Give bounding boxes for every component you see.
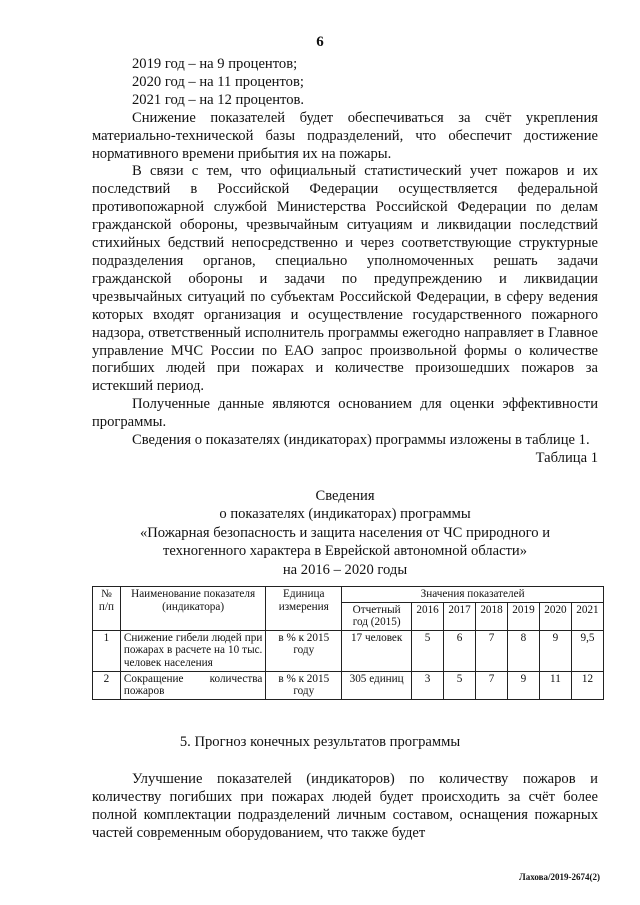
cell-name: Снижение гибели людей при пожарах в расчете на 10 тыс. человек населения: [120, 630, 265, 671]
header-name: Наименование показателя (индикатора): [120, 587, 265, 631]
header-unit: Единица измерения: [266, 587, 342, 631]
header-year: 2019: [507, 602, 539, 630]
cell-value: 12: [571, 671, 603, 699]
header-num: № п/п: [93, 587, 121, 631]
header-values-group: Значения показателей: [342, 587, 604, 603]
table-title: [92, 487, 598, 580]
list-item: 2020 год – на 11 процентов;: [132, 73, 304, 90]
table-title-line: Сведения: [315, 487, 375, 504]
cell-value: 9: [539, 630, 571, 671]
table-row: [93, 671, 604, 699]
table-title-line: на 2016 – 2020 годы: [282, 561, 408, 578]
table-title-line: «Пожарная безопасность и защита населения от ЧС природного и: [139, 524, 551, 541]
cell-base: 17 человек: [342, 630, 412, 671]
header-year: 2021: [571, 602, 603, 630]
table-title-line: о показателях (индикаторах) программы: [219, 506, 471, 523]
paragraph: Сведения о показателях (индикаторах) программы изложены в таблице 1.: [132, 432, 590, 449]
table-row: [93, 630, 604, 671]
list-item: 2021 год – на 12 процентов.: [132, 91, 305, 108]
cell-value: 8: [507, 630, 539, 671]
cell-name: Сокращение количества пожаров: [120, 671, 265, 699]
cell-num: 2: [93, 671, 121, 699]
cell-base: 305 единиц: [342, 671, 412, 699]
indicators-table: [92, 586, 604, 700]
header-year: 2016: [412, 602, 444, 630]
header-year: 2020: [539, 602, 571, 630]
body-text-continued: [92, 771, 598, 843]
table-header-row: [93, 587, 604, 603]
header-year: 2017: [444, 602, 476, 630]
table-label: Таблица 1: [535, 449, 598, 466]
cell-value: 7: [476, 671, 508, 699]
paragraph: Улучшение показателей (индикаторов) по количеству пожаров и количеству погибших при пожарах людей будет происходить за счёт более полной комплектации подразделений личным составом, оснащения пожарных частей современным оборудованием, что также будет: [92, 771, 598, 841]
cell-value: 7: [476, 630, 508, 671]
cell-unit: в % к 2015 году: [266, 630, 342, 671]
cell-value: 3: [412, 671, 444, 699]
table-title-line: техногенного характера в Еврейской автономной области»: [162, 543, 528, 560]
document-code: Лахова/2019-2674(2): [519, 872, 600, 882]
header-base-year: Отчетный год (2015): [342, 602, 412, 630]
section-heading: 5. Прогноз конечных результатов программы: [179, 734, 461, 750]
cell-value: 5: [444, 671, 476, 699]
body-text: [92, 56, 598, 579]
cell-value: 6: [444, 630, 476, 671]
paragraph: Полученные данные являются основанием для оценки эффективности программы.: [92, 396, 598, 431]
paragraph: В связи с тем, что официальный статистический учет пожаров и их последствий в Российской Федерации осуществляется федеральной противопожарной службой Министерства Российской Федерации по делам гражданской обороны, чрезвычайным ситуациям и ликвидации последствий стихийных бедствий непосредственно и через соответствующие структурные подразделения органов, специально уполномоченных решать задачи гражданской обороны и задачи по предупреждению и ликвидации чрезвычайных ситуаций по субъектам Российской Федерации, в сферу ведения которых входят организация и осуществление государственного пожарного надзора, ответственный исполнитель программы ежегодно направляет в Главное управление МЧС России по ЕАО запрос произвольной формы о количестве погибших людей при пожарах и количестве произошедших пожаров за истекший период.: [92, 163, 598, 395]
header-year: 2018: [476, 602, 508, 630]
cell-value: 11: [539, 671, 571, 699]
cell-value: 9,5: [571, 630, 603, 671]
cell-value: 9: [507, 671, 539, 699]
list-item: 2019 год – на 9 процентов;: [132, 56, 298, 72]
cell-value: 5: [412, 630, 444, 671]
page-number: 6: [316, 34, 324, 50]
paragraph: Снижение показателей будет обеспечиваться за счёт укрепления материально-технической базы подразделений, что обеспечит достижение нормативного времени прибытия их на пожары.: [92, 109, 598, 162]
cell-unit: в % к 2015 году: [266, 671, 342, 699]
cell-num: 1: [93, 630, 121, 671]
